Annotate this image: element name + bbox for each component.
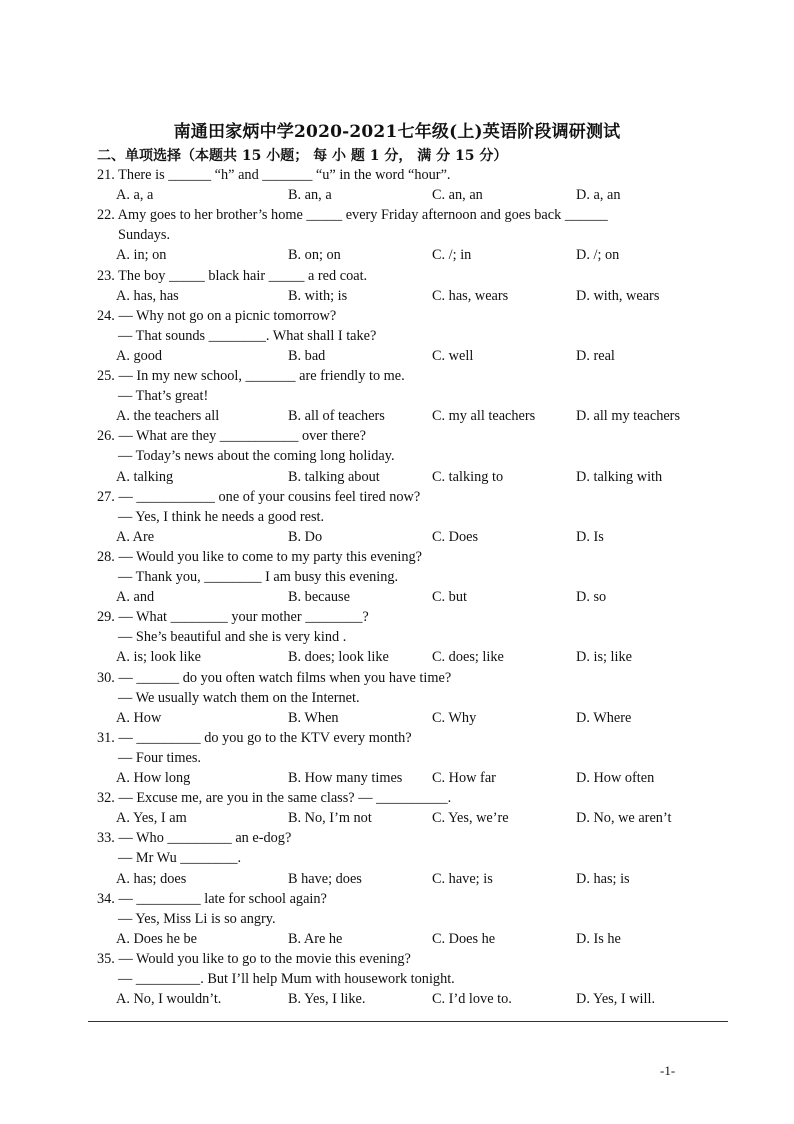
question-line: — We usually watch them on the Internet. bbox=[118, 689, 360, 706]
question-line: — Yes, Miss Li is so angry. bbox=[118, 910, 276, 927]
answer-option: A. and bbox=[116, 589, 155, 606]
answer-option: B. Do bbox=[288, 528, 323, 545]
answer-option: C. does; like bbox=[432, 649, 504, 666]
question-stem: 32. — Excuse me, are you in the same class? — __________. bbox=[97, 790, 452, 807]
answer-option: D. Is bbox=[576, 528, 604, 545]
answer-option: C. talking to bbox=[432, 468, 504, 485]
answer-option: A. No, I wouldn’t. bbox=[116, 991, 222, 1008]
answer-option: B. Are he bbox=[288, 930, 343, 947]
answer-option: D. No, we aren’t bbox=[576, 810, 672, 827]
answer-option: C. How far bbox=[432, 770, 496, 786]
answer-option: D. /; on bbox=[576, 247, 620, 264]
answer-option: C. Why bbox=[432, 709, 477, 726]
answer-option: B. No, I’m not bbox=[288, 810, 372, 827]
answer-option: C. my all teachers bbox=[432, 408, 536, 425]
question-line: — That’s great! bbox=[118, 388, 209, 405]
question-stem: 21. There is ______ “h” and _______ “u” in the word “hour”. bbox=[97, 167, 451, 183]
question-line: — That sounds ________. What shall I take? bbox=[118, 327, 377, 344]
answer-option: C. but bbox=[432, 589, 467, 606]
question-line: — She’s beautiful and she is very kind . bbox=[118, 629, 347, 646]
question-stem: 22. Amy goes to her brother’s home _____ every Friday afternoon and goes back ______ bbox=[97, 207, 608, 224]
answer-option: D. is; like bbox=[576, 649, 632, 666]
answer-option: A. Are bbox=[116, 528, 155, 545]
answer-option: D. talking with bbox=[576, 468, 663, 485]
answer-option: B. bad bbox=[288, 347, 326, 364]
answer-option: D. so bbox=[576, 589, 607, 606]
answer-option: C. /; in bbox=[432, 247, 472, 264]
question-line: — Mr Wu ________. bbox=[118, 850, 242, 867]
answer-option: B. does; look like bbox=[288, 649, 389, 666]
answer-option: D. with, wears bbox=[576, 287, 660, 304]
question-line: — _________. But I’ll help Mum with housework tonight. bbox=[118, 971, 455, 987]
question-stem: 26. — What are they ___________ over there? bbox=[97, 428, 366, 445]
answer-option: D. a, an bbox=[576, 187, 621, 204]
exam-title: 南通田家炳中学2020-2021七年级(上)英语阶段调研测试 bbox=[173, 122, 621, 142]
answer-option: C. an, an bbox=[432, 187, 483, 204]
question-stem: 27. — ___________ one of your cousins feel tired now? bbox=[97, 488, 421, 505]
answer-option: C. Yes, we’re bbox=[432, 810, 509, 827]
answer-option: B. because bbox=[288, 589, 350, 606]
answer-option: B. talking about bbox=[288, 468, 380, 485]
footer-divider bbox=[88, 1021, 728, 1022]
question-stem: 25. — In my new school, _______ are friendly to me. bbox=[97, 368, 405, 384]
answer-option: D. Is he bbox=[576, 930, 621, 947]
question-line: Sundays. bbox=[118, 227, 171, 244]
question-stem: 30. — ______ do you often watch films when you have time? bbox=[97, 669, 452, 686]
answer-option: A. How long bbox=[116, 770, 191, 786]
answer-option: C. Does bbox=[432, 528, 479, 545]
question-stem: 28. — Would you like to come to my party this evening? bbox=[97, 548, 422, 565]
answer-option: A. talking bbox=[116, 468, 174, 485]
answer-option: D. has; is bbox=[576, 870, 630, 887]
answer-option: B. Yes, I like. bbox=[288, 991, 366, 1008]
answer-option: A. in; on bbox=[116, 247, 167, 264]
question-stem: 33. — Who _________ an e-dog? bbox=[97, 830, 292, 847]
answer-option: D. How often bbox=[576, 770, 655, 786]
page-number: -1- bbox=[660, 1063, 676, 1078]
answer-option: B. all of teachers bbox=[288, 408, 385, 425]
question-line: — Yes, I think he needs a good rest. bbox=[118, 508, 325, 525]
answer-option: A. is; look like bbox=[116, 649, 201, 666]
answer-option: A. has, has bbox=[116, 287, 179, 304]
answer-option: A. How bbox=[116, 709, 162, 726]
section-heading: 二、单项选择（本题共 15 小题； 每 小 题 1 分， 满 分 15 分） bbox=[97, 148, 508, 164]
answer-option: D. real bbox=[576, 347, 615, 364]
answer-option: A. Does he be bbox=[116, 930, 197, 947]
question-stem: 23. The boy _____ black hair _____ a red coat. bbox=[97, 267, 368, 284]
question-line: — Four times. bbox=[118, 749, 202, 766]
answer-option: A. the teachers all bbox=[116, 408, 220, 425]
answer-option: A. has; does bbox=[116, 870, 187, 887]
answer-option: B. When bbox=[288, 709, 339, 726]
question-stem: 29. — What ________ your mother ________? bbox=[97, 609, 369, 626]
answer-option: C. Does he bbox=[432, 930, 496, 947]
answer-option: C. I’d love to. bbox=[432, 991, 512, 1008]
answer-option: C. well bbox=[432, 347, 474, 364]
answer-option: B. an, a bbox=[288, 187, 332, 204]
answer-option: D. Yes, I will. bbox=[576, 991, 656, 1008]
question-stem: 31. — _________ do you go to the KTV every month? bbox=[97, 729, 412, 746]
answer-option: B. with; is bbox=[288, 287, 348, 304]
answer-option: C. have; is bbox=[432, 870, 493, 887]
question-line: — Today’s news about the coming long holiday. bbox=[118, 448, 395, 465]
question-stem: 34. — _________ late for school again? bbox=[97, 890, 327, 907]
question-stem: 24. — Why not go on a picnic tomorrow? bbox=[97, 307, 337, 324]
answer-option: D. all my teachers bbox=[576, 408, 681, 425]
question-line: — Thank you, ________ I am busy this evening. bbox=[118, 569, 399, 585]
answer-option: B. How many times bbox=[288, 770, 403, 786]
answer-option: B have; does bbox=[288, 870, 362, 887]
answer-option: D. Where bbox=[576, 709, 632, 726]
question-stem: 35. — Would you like to go to the movie this evening? bbox=[97, 950, 411, 967]
answer-option: A. a, a bbox=[116, 187, 154, 204]
answer-option: A. good bbox=[116, 347, 163, 364]
answer-option: C. has, wears bbox=[432, 287, 509, 304]
answer-option: A. Yes, I am bbox=[116, 810, 187, 827]
answer-option: B. on; on bbox=[288, 247, 341, 264]
